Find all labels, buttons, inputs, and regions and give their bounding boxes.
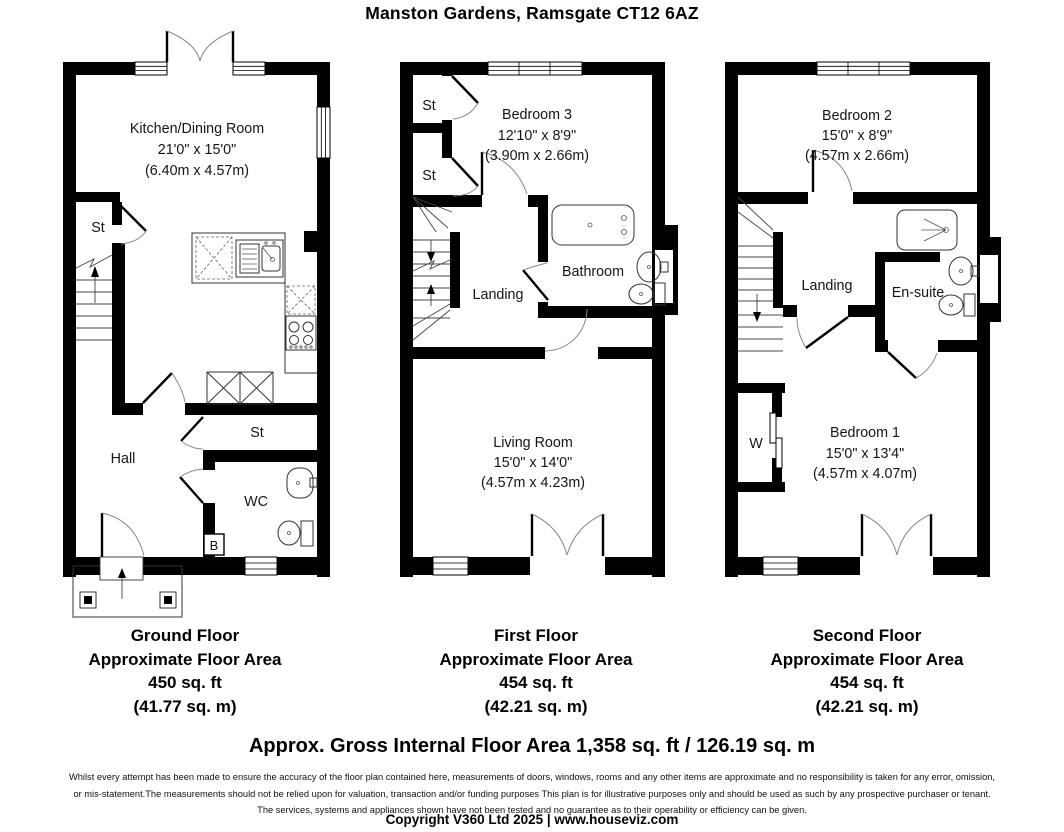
first-floor-title-block (386, 624, 686, 718)
second-floor-plan (715, 55, 1015, 583)
door-swing (120, 205, 146, 244)
second-doors (797, 150, 937, 556)
living-metric: (4.57m x 4.23m) (480, 475, 586, 491)
floor-area-label: Approximate Floor Area (439, 649, 633, 669)
ensuite-basin-icon (949, 257, 979, 285)
wc-label: WC (244, 494, 268, 510)
page-title: Manston Gardens, Ramsgate CT12 6AZ (365, 3, 699, 23)
window (488, 62, 582, 75)
floor-area-m: (41.77 sq. m) (133, 696, 237, 716)
living-label: Living Room (493, 435, 573, 451)
ground-stairs (76, 255, 112, 340)
porch-post (160, 592, 176, 608)
bedroom2-label: Bedroom 2 (822, 108, 892, 124)
landing-label: Landing (801, 278, 853, 294)
hall-label: Hall (110, 451, 136, 467)
door-swing (523, 263, 548, 300)
french-door-swing (532, 514, 603, 556)
floor-name: Ground Floor (130, 626, 240, 645)
ground-walls (63, 62, 330, 577)
window (763, 557, 798, 575)
window (245, 557, 277, 575)
porch-post (80, 592, 96, 608)
french-door-swing (862, 514, 931, 556)
door-swing (452, 76, 478, 119)
door-swing (888, 352, 937, 378)
second-floor-title-block (717, 624, 1017, 718)
window (433, 557, 468, 575)
disclaimer-line-1: Whilst every attempt has been made to ensure the accuracy of the floor plan contained here, measurements of doors, windows, rooms and any other items are approximate and no responsibility is taken for any error, omission, (68, 772, 996, 782)
kitchen-tall-unit (207, 372, 273, 404)
gross-area-summary: Approx. Gross Internal Floor Area 1,358 sq. ft / 126.19 sq. m (248, 735, 816, 757)
floor-area-label: Approximate Floor Area (770, 649, 964, 669)
bedroom1-label: Bedroom 1 (830, 425, 900, 441)
floor-area-m: (42.21 sq. m) (815, 696, 919, 716)
floor-area-ft: 454 sq. ft (499, 673, 573, 692)
kitchen-metric: (6.40m x 4.57m) (144, 163, 250, 179)
floor-name: Second Floor (812, 626, 922, 645)
french-door-swing (167, 31, 233, 62)
hob-icon (286, 316, 316, 350)
sliding-door (770, 413, 782, 468)
bedroom1-metric: (4.57m x 4.07m) (812, 466, 918, 482)
floor-area-label: Approximate Floor Area (88, 649, 282, 669)
store-label: St (422, 168, 436, 184)
ground-floor-plan (55, 26, 375, 622)
copyright-line: Copyright V360 Ltd 2025 | www.houseviz.com (385, 812, 679, 827)
ensuite-label: En-suite (891, 285, 945, 301)
store-label: St (422, 98, 436, 114)
boiler-label: B (209, 538, 219, 553)
door-swing (452, 158, 478, 196)
floor-name: First Floor (493, 626, 579, 645)
window (135, 62, 167, 75)
bath-icon (552, 205, 634, 245)
bedroom3-label: Bedroom 3 (502, 107, 572, 123)
window (317, 107, 330, 158)
kitchen-counter (285, 233, 317, 373)
floor-area-m: (42.21 sq. m) (484, 696, 588, 716)
bedroom2-metric: (4.57m x 2.66m) (804, 148, 910, 164)
bedroom3-metric: (3.90m x 2.66m) (484, 148, 590, 164)
door-swing (143, 373, 185, 403)
wc-basin-icon (287, 468, 317, 498)
disclaimer-line-2: or mis-statement.The measurements should not be relied upon for valuation, transaction and/or funding purposes This plan is for illustrative purposes only and should be used as such by any prospective purchaser or tenant. (73, 788, 991, 799)
floor-area-ft: 450 sq. ft (148, 673, 222, 692)
first-floor-plan (390, 55, 690, 583)
toilet-icon (939, 294, 975, 316)
window (817, 62, 910, 75)
window (233, 62, 265, 75)
kitchen-label: Kitchen/Dining Room (129, 121, 265, 137)
bedroom2-dims: 15'0" x 8'9" (821, 128, 893, 144)
bedroom3-dims: 12'10" x 8'9" (497, 128, 577, 144)
floor-area-ft: 454 sq. ft (830, 673, 904, 692)
porch (73, 557, 182, 617)
living-dims: 15'0" x 14'0" (493, 455, 573, 471)
store-label: St (91, 220, 105, 236)
bathroom-label: Bathroom (562, 264, 624, 280)
door-swing (180, 469, 203, 503)
door-swing (181, 417, 203, 449)
door-swing (797, 317, 848, 348)
kitchen-sink (236, 240, 283, 277)
shower-icon (897, 210, 957, 250)
wardrobe-label: W (749, 436, 763, 452)
ground-floor-title-block (35, 624, 335, 718)
first-stairs (413, 197, 452, 340)
bedroom1-dims: 15'0" x 13'4" (825, 446, 905, 462)
front-door-swing (102, 513, 144, 557)
disclaimer-line-3: The services, systems and appliances shown have not been tested and no guarantee as to their operability or efficiency can be given. (257, 805, 807, 815)
toilet-icon (278, 521, 313, 546)
kitchen-dims: 21'0" x 15'0" (157, 142, 237, 158)
store-label: St (250, 425, 264, 441)
landing-label: Landing (472, 287, 524, 303)
